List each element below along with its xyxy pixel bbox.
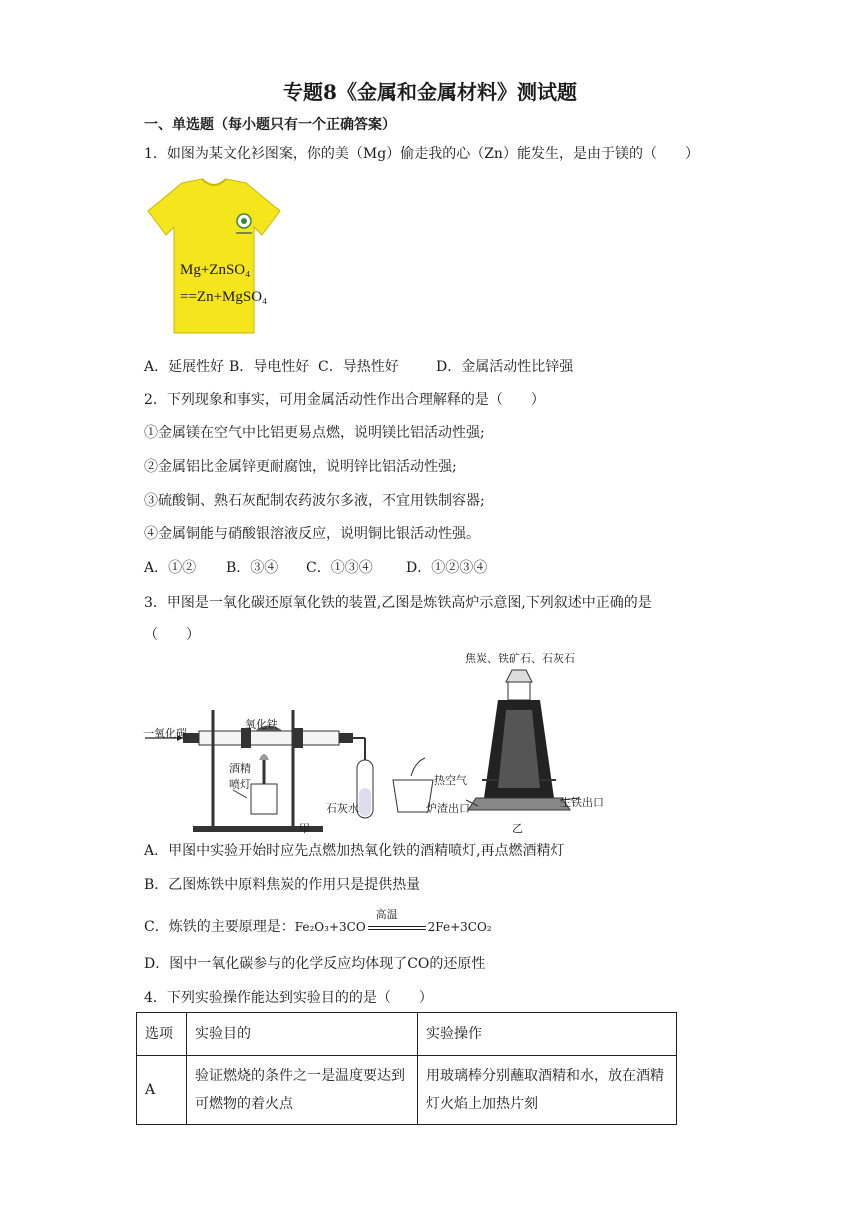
q2-item: ④金属铜能与硝酸银溶液反应，说明铜比银活动性强。 <box>144 526 480 542</box>
q1-stem: 1．如图为某文化衫图案，你的美（Mg）偷走我的心（Zn）能发生，是由于镁的（ ） <box>144 146 699 162</box>
q3-option-b: B．乙图炼铁中原料焦炭的作用只是提供热量 <box>144 877 421 893</box>
equation-left: Fe₂O₃+3CO <box>294 920 366 934</box>
cell-operation: 用玻璃棒分别蘸取酒精和水，放在酒精灯火焰上加热片刻 <box>418 1056 677 1125</box>
q1-options <box>144 356 573 376</box>
label-top: 焦炭、铁矿石、石灰石 <box>465 652 575 665</box>
label-yi: 乙 <box>512 822 523 835</box>
equation-right: 2Fe+3CO₂ <box>427 920 492 934</box>
shirt-equation-line2: ==Zn+MgSO₄ <box>180 289 268 305</box>
header-operation: 实验操作 <box>418 1013 677 1056</box>
experiment-table <box>136 1012 677 1125</box>
label-lamp: 酒精 <box>229 762 251 775</box>
header-option: 选项 <box>137 1013 187 1056</box>
table-header-row <box>137 1013 677 1056</box>
reaction-arrow <box>366 908 428 934</box>
q2-item: ③硫酸铜、熟石灰配制农药波尔多液，不宜用铁制容器; <box>144 493 485 509</box>
reaction-condition: 高温 <box>375 908 398 921</box>
q3-option-c-label: C．炼铁的主要原理是： <box>144 919 295 935</box>
q3-stem-cont: （ ） <box>144 627 200 643</box>
q3-stem: 3．甲图是一氧化碳还原氧化铁的装置,乙图是炼铁高炉示意图,下列叙述中正确的是 <box>144 595 652 611</box>
header-purpose: 实验目的 <box>187 1013 418 1056</box>
q1-option-b: B．导电性好 <box>229 359 310 375</box>
label-lamp2: 喷灯 <box>229 778 251 791</box>
q1-option-c: C．导热性好 <box>318 359 399 375</box>
label-hot-air: 热空气 <box>434 774 467 787</box>
tshirt-image <box>144 177 284 337</box>
label-fe2o3: 氧化铁 <box>245 718 278 731</box>
q3-option-a: A．甲图中实验开始时应先点燃加热氧化铁的酒精喷灯,再点燃酒精灯 <box>144 843 565 859</box>
cell-purpose: 验证燃烧的条件之一是温度要达到可燃物的着火点 <box>187 1056 418 1125</box>
q2-options <box>144 557 487 577</box>
q2-option-b: B．③④ <box>226 560 279 576</box>
label-limewater: 石灰水 <box>326 802 359 815</box>
shirt-equation-line1: Mg+ZnSO₄ <box>180 262 251 278</box>
q1-option-a: A．延展性好 <box>144 359 225 375</box>
label-iron: 生铁出口 <box>560 796 604 809</box>
q2-item: ①金属镁在空气中比铝更易点燃，说明镁比铝活动性强; <box>144 425 485 441</box>
q3-option-d: D．图中一氧化碳参与的化学反应均体现了CO的还原性 <box>144 956 486 972</box>
q1-option-d: D．金属活动性比锌强 <box>436 359 574 375</box>
page-title: 专题8《金属和金属材料》测试题 <box>283 80 577 104</box>
apparatus-figure <box>143 700 453 840</box>
q3-option-c <box>144 908 492 936</box>
q2-option-c: C．①③④ <box>306 560 373 576</box>
label-jia: 甲 <box>299 822 310 835</box>
blast-furnace-figure <box>420 648 620 840</box>
table-row <box>137 1056 677 1125</box>
q2-stem: 2．下列现象和事实，可用金属活动性作出合理解释的是（ ） <box>144 392 545 408</box>
q2-option-d: D．①②③④ <box>406 560 488 576</box>
q4-stem: 4．下列实验操作能达到实验目的的是（ ） <box>144 990 433 1006</box>
q2-item: ②金属铝比金属锌更耐腐蚀，说明锌比铝活动性强; <box>144 459 457 475</box>
q2-option-a: A．①② <box>144 560 197 576</box>
label-co: 一氧化碳 <box>143 727 187 740</box>
section-heading: 一、单选题（每小题只有一个正确答案） <box>144 117 396 133</box>
label-slag: 炉渣出口 <box>426 802 470 815</box>
cell-option: A <box>137 1056 187 1125</box>
